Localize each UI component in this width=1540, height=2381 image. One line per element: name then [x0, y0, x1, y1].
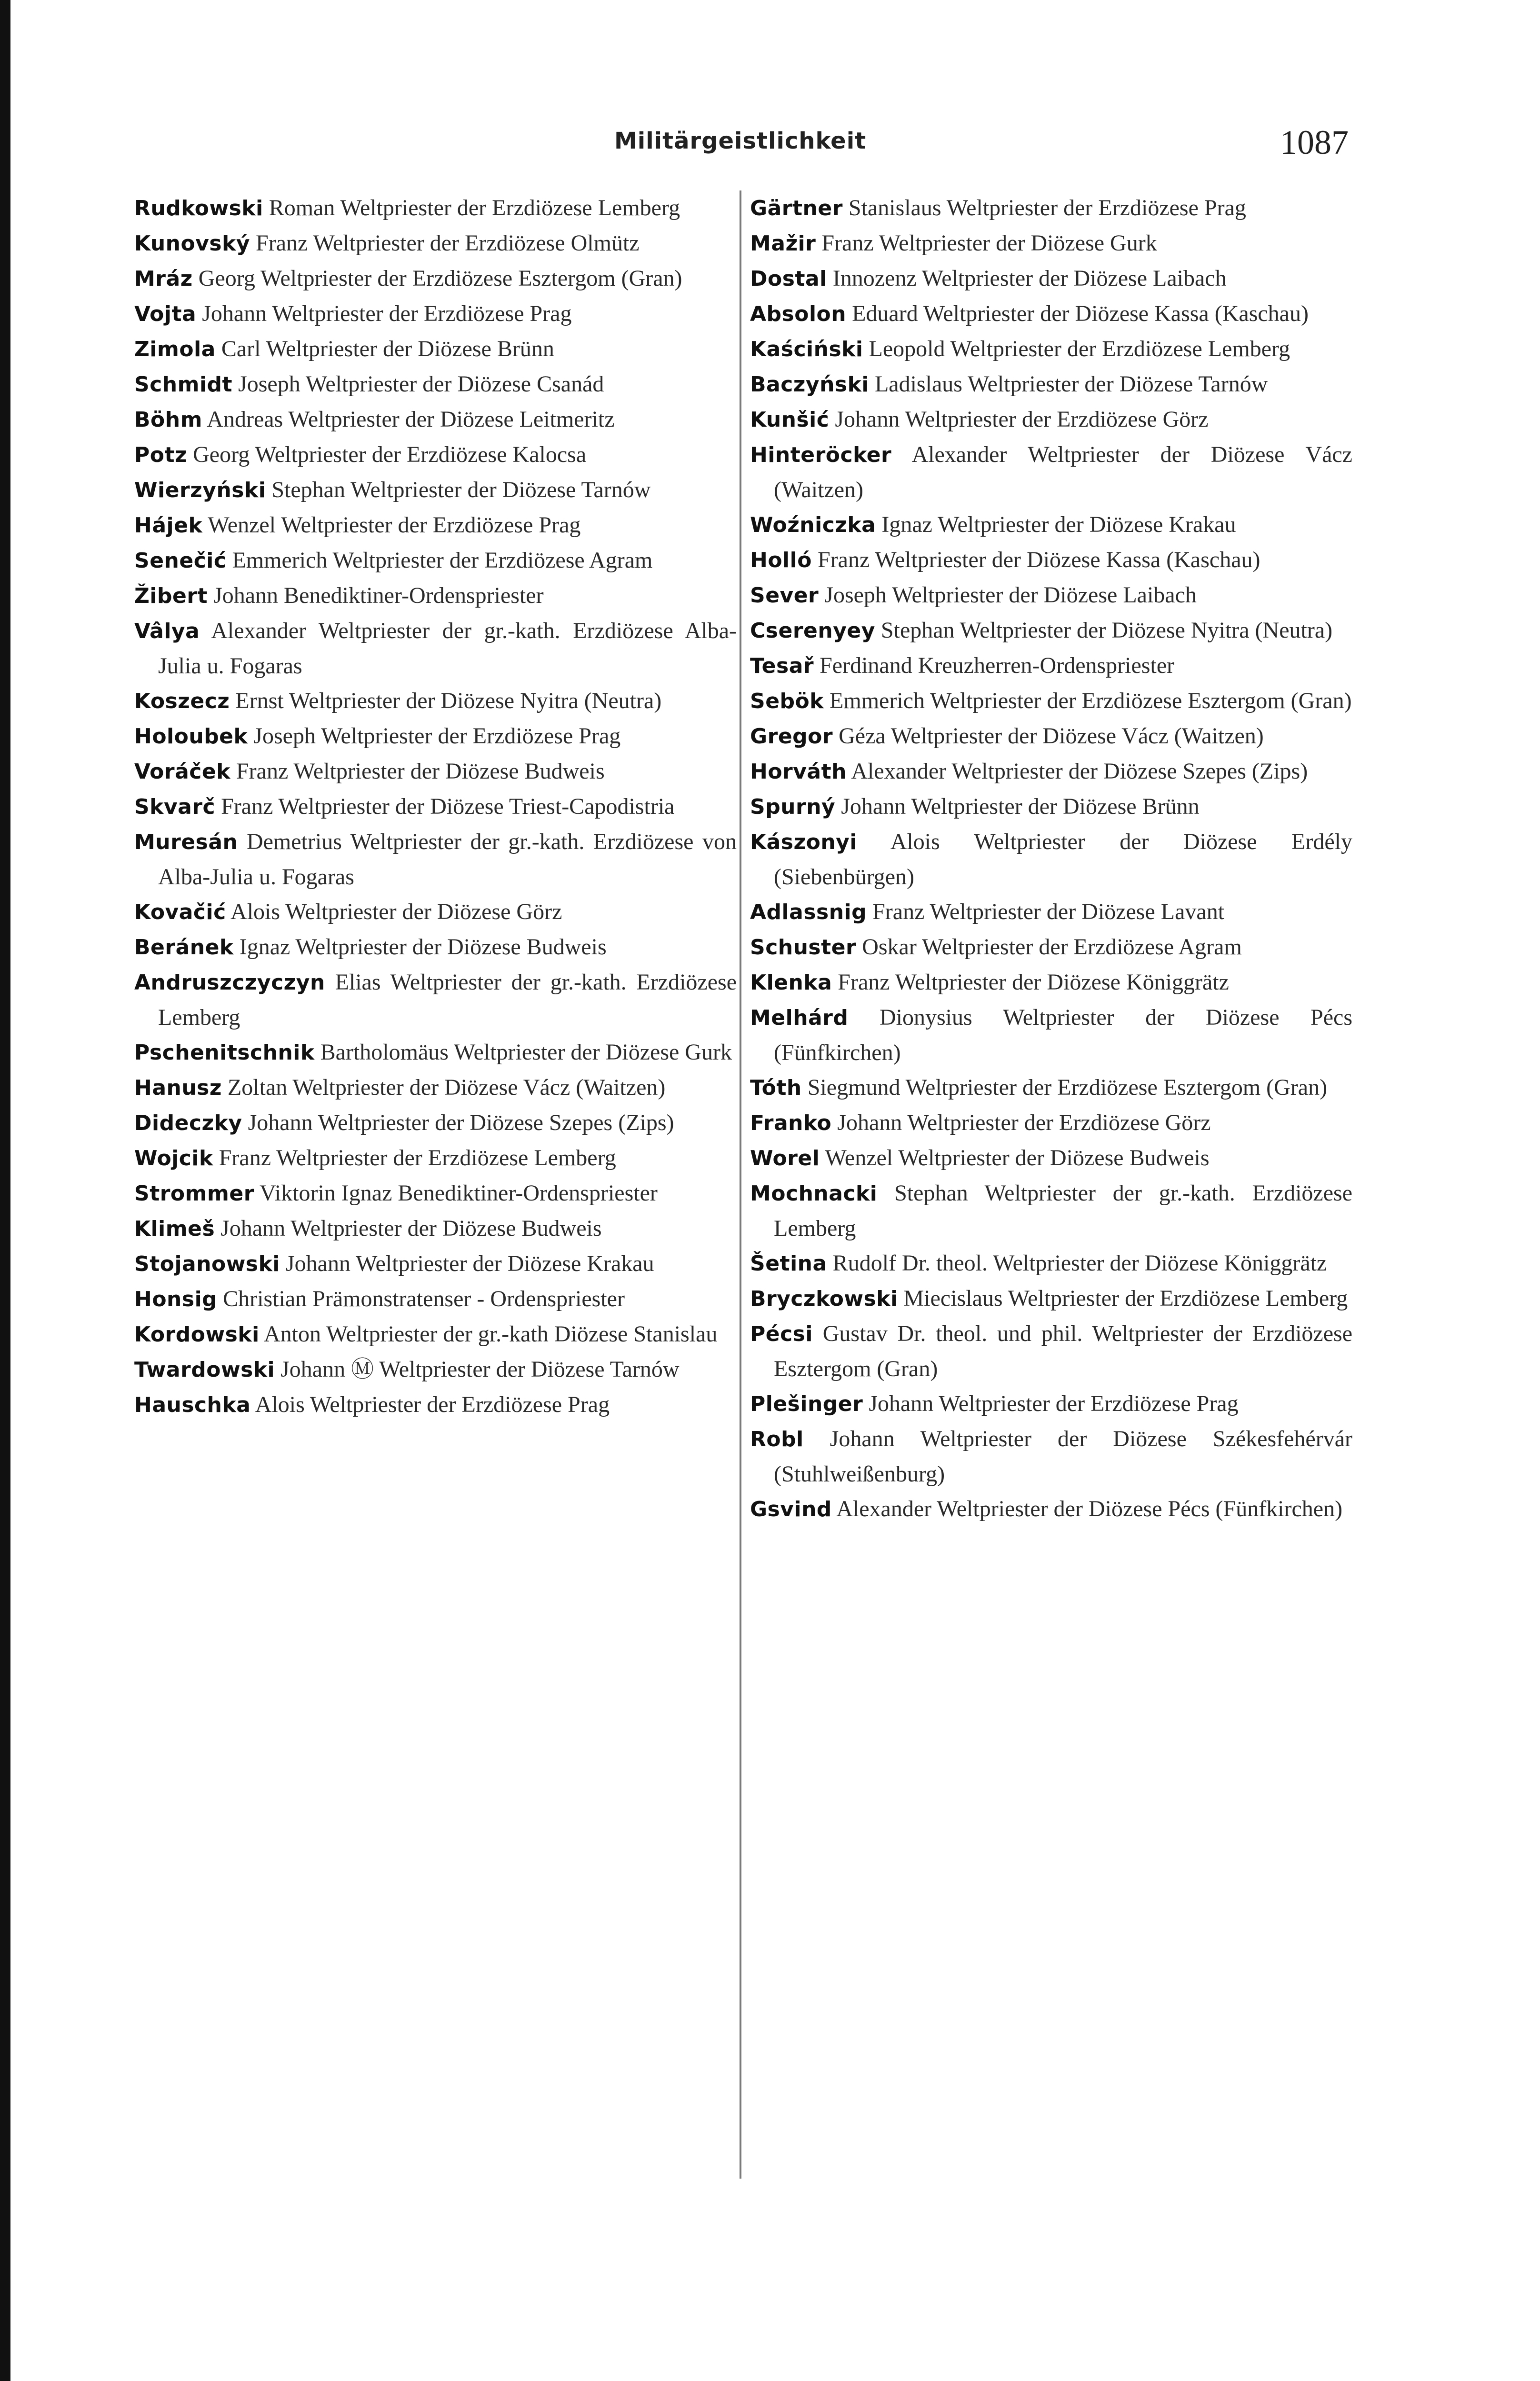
- entry-details: Franz Weltpriester der Erzdiözese Lemberg: [219, 1145, 616, 1170]
- entry-details: Andreas Weltpriester der Diözese Leitmeritz: [207, 407, 615, 432]
- entry-details: Johann Ⓜ Weltpriester der Diözese Tarnów: [280, 1357, 680, 1382]
- entry-details: Géza Weltpriester der Diözese Vácz (Waitzen): [839, 723, 1264, 749]
- entry-surname: Dideczky: [134, 1111, 242, 1135]
- entry-surname: Strommer: [134, 1181, 254, 1206]
- register-entry: [750, 930, 1352, 965]
- entry-details: Innozenz Weltpriester der Diözese Laibach: [832, 266, 1227, 291]
- register-entry: [134, 754, 737, 789]
- entry-surname: Absolon: [750, 302, 847, 326]
- entry-surname: Sever: [750, 583, 819, 608]
- entry-details: Johann Weltpriester der Erzdiözese Görz: [835, 407, 1209, 432]
- register-entry: [750, 261, 1352, 296]
- entry-surname: Honsig: [134, 1287, 218, 1311]
- entry-details: Joseph Weltpriester der Erzdiözese Prag: [253, 723, 621, 749]
- entry-details: Franz Weltpriester der Diözese Triest-Capodistria: [221, 794, 675, 819]
- entry-details: Johann Weltpriester der Erzdiözese Görz: [837, 1110, 1211, 1135]
- register-entry: [750, 1140, 1352, 1176]
- register-entry: [134, 1105, 737, 1140]
- entry-surname: Voráček: [134, 760, 230, 784]
- entry-details: Alois Weltpriester der Erzdiözese Prag: [255, 1392, 610, 1417]
- register-entry: [134, 1211, 737, 1246]
- entry-surname: Stojanowski: [134, 1252, 280, 1276]
- entry-details: Alexander Weltpriester der Diözese Pécs (Fünfkirchen): [836, 1496, 1343, 1521]
- entry-details: Stanislaus Weltpriester der Erzdiözese Prag: [848, 195, 1246, 220]
- entry-details: Georg Weltpriester der Erzdiözese Kalocsa: [193, 442, 587, 467]
- register-entry: [750, 437, 1352, 507]
- entry-details: Johann Weltpriester der Diözese Krakau: [285, 1251, 654, 1276]
- entry-surname: Holoubek: [134, 724, 248, 749]
- entry-details: Johann Weltpriester der Diözese Szepes (Zips): [248, 1110, 674, 1135]
- register-entry: [134, 824, 737, 894]
- entry-surname: Bryczkowski: [750, 1287, 898, 1311]
- entry-details: Alexander Weltpriester der gr.-kath. Erzdiözese Alba-Julia u. Fogaras: [158, 618, 737, 679]
- entry-details: Wenzel Weltpriester der Diözese Budweis: [825, 1145, 1210, 1170]
- entry-details: Anton Weltpriester der gr.-kath Diözese Stanislau: [264, 1321, 718, 1347]
- entry-details: Ladislaus Weltpriester der Diözese Tarnów: [874, 371, 1268, 397]
- register-entry: [134, 894, 737, 930]
- scan-edge: [0, 0, 10, 2381]
- entry-surname: Wojcik: [134, 1146, 213, 1170]
- entry-surname: Twardowski: [134, 1358, 275, 1382]
- register-entry: [750, 542, 1352, 578]
- entry-surname: Hájek: [134, 513, 203, 538]
- register-entry: [750, 402, 1352, 437]
- register-entry: [134, 190, 737, 226]
- register-entry: [750, 1176, 1352, 1246]
- entry-surname: Franko: [750, 1111, 832, 1135]
- register-entry: [134, 1352, 737, 1387]
- entry-details: Johann Weltpriester der Diözese Budweis: [220, 1216, 602, 1241]
- register-entry: [750, 1421, 1352, 1491]
- entry-surname: Mažir: [750, 231, 816, 256]
- entry-details: Emmerich Weltpriester der Erzdiözese Esztergom (Gran): [830, 688, 1352, 713]
- entry-surname: Potz: [134, 443, 188, 467]
- register-entry: [134, 1176, 737, 1211]
- entry-surname: Beránek: [134, 935, 234, 960]
- entry-surname: Schmidt: [134, 372, 233, 397]
- entry-surname: Worel: [750, 1146, 820, 1170]
- entry-surname: Žibert: [134, 584, 208, 608]
- entry-details: Stephan Weltpriester der gr.-kath. Erzdiözese Lemberg: [774, 1180, 1353, 1241]
- entry-surname: Kunšić: [750, 408, 830, 432]
- register-entry: [750, 894, 1352, 930]
- entry-details: Demetrius Weltpriester der gr.-kath. Erzdiözese von Alba-Julia u. Fogaras: [158, 829, 737, 890]
- register-entry: [750, 331, 1352, 367]
- register-entry: [134, 437, 737, 472]
- register-entry: [750, 578, 1352, 613]
- entry-surname: Šetina: [750, 1251, 827, 1276]
- entry-details: Alois Weltpriester der Diözese Görz: [230, 899, 562, 924]
- entry-details: Joseph Weltpriester der Diözese Laibach: [824, 582, 1197, 608]
- entry-surname: Muresán: [134, 830, 238, 854]
- register-entry: [134, 367, 737, 402]
- entry-surname: Baczyński: [750, 372, 869, 397]
- register-entry: [750, 1246, 1352, 1281]
- entry-surname: Klenka: [750, 970, 832, 995]
- entry-details: Johann Weltpriester der Diözese Brünn: [841, 794, 1200, 819]
- register-entry: [750, 1105, 1352, 1140]
- entry-surname: Hinteröcker: [750, 443, 892, 467]
- entry-details: Bartholomäus Weltpriester der Diözese Gurk: [320, 1040, 732, 1065]
- entry-details: Gustav Dr. theol. und phil. Weltpriester der Erzdiözese Esztergom (Gran): [774, 1321, 1352, 1381]
- entry-surname: Pécsi: [750, 1322, 813, 1346]
- register-entry: [134, 296, 737, 331]
- register-entry: [750, 1316, 1352, 1386]
- entry-details: Franz Weltpriester der Diözese Kassa (Kaschau): [817, 547, 1260, 572]
- register-entry: [134, 261, 737, 296]
- entry-surname: Tóth: [750, 1076, 802, 1100]
- register-entry: [750, 226, 1352, 261]
- register-entry: [134, 1070, 737, 1105]
- entry-details: Alois Weltpriester der Diözese Erdély (Siebenbürgen): [774, 829, 1353, 890]
- register-entry: [134, 613, 737, 683]
- register-entry: [750, 1386, 1352, 1421]
- entry-details: Franz Weltpriester der Erzdiözese Olmütz: [256, 230, 640, 256]
- register-entry: [134, 719, 737, 754]
- entry-surname: Zimola: [134, 337, 216, 361]
- entry-details: Rudolf Dr. theol. Weltpriester der Diözese Königgrätz: [832, 1251, 1327, 1276]
- entry-details: Miecislaus Weltpriester der Erzdiözese Lemberg: [903, 1286, 1348, 1311]
- entry-details: Franz Weltpriester der Diözese Königgrätz: [838, 970, 1229, 995]
- entry-details: Alexander Weltpriester der Diözese Szepes (Zips): [851, 759, 1308, 784]
- entry-surname: Robl: [750, 1427, 804, 1451]
- page-number: 1087: [1280, 123, 1349, 161]
- entry-details: Eduard Weltpriester der Diözese Kassa (Kaschau): [852, 301, 1309, 326]
- entry-details: Oskar Weltpriester der Erzdiözese Agram: [862, 934, 1242, 960]
- entry-surname: Plešinger: [750, 1392, 863, 1416]
- entry-details: Viktorin Ignaz Benediktiner-Ordenspriester: [260, 1180, 658, 1206]
- entry-surname: Gsvind: [750, 1497, 832, 1521]
- entry-surname: Klimeš: [134, 1217, 215, 1241]
- entry-surname: Adlassnig: [750, 900, 867, 924]
- entry-details: Christian Prämonstratenser - Ordenspriester: [223, 1286, 625, 1311]
- entry-details: Ferdinand Kreuzherren-Ordenspriester: [820, 653, 1175, 678]
- entry-details: Leopold Weltpriester der Erzdiözese Lemberg: [869, 336, 1290, 361]
- entry-details: Siegmund Weltpriester der Erzdiözese Esztergom (Gran): [807, 1075, 1328, 1100]
- entry-surname: Sebök: [750, 689, 824, 713]
- entry-surname: Mráz: [134, 267, 193, 291]
- register-entry: [134, 578, 737, 613]
- register-entry: [750, 296, 1352, 331]
- entry-surname: Andruszczyczyn: [134, 970, 325, 995]
- entry-details: Ignaz Weltpriester der Diözese Krakau: [881, 512, 1236, 537]
- entry-details: Alexander Weltpriester der Diözese Vácz (Waitzen): [774, 442, 1352, 502]
- entry-details: Joseph Weltpriester der Diözese Csanád: [238, 371, 604, 397]
- entry-surname: Kovačić: [134, 900, 226, 924]
- entry-details: Ignaz Weltpriester der Diözese Budweis: [239, 934, 607, 960]
- entry-surname: Schuster: [750, 935, 857, 960]
- register-entry: [750, 754, 1352, 789]
- register-entry: [750, 613, 1352, 648]
- entry-details: Johann Benediktiner-Ordenspriester: [213, 583, 544, 608]
- entry-surname: Melhárd: [750, 1006, 849, 1030]
- register-entry: [750, 367, 1352, 402]
- entry-surname: Horváth: [750, 760, 847, 784]
- register-entry: [134, 1317, 737, 1352]
- entry-surname: Dostal: [750, 267, 827, 291]
- running-title: Militärgeistlichkeit: [614, 128, 867, 154]
- register-entry: [134, 965, 737, 1035]
- register-entry: [134, 1035, 737, 1070]
- entry-surname: Kunovský: [134, 231, 250, 256]
- entry-surname: Kordowski: [134, 1322, 260, 1347]
- entry-surname: Cserenyey: [750, 619, 875, 643]
- entry-surname: Wierzyński: [134, 478, 266, 502]
- entry-details: Wenzel Weltpriester der Erzdiözese Prag: [208, 512, 581, 538]
- entry-surname: Hanusz: [134, 1076, 222, 1100]
- entry-surname: Holló: [750, 548, 812, 572]
- entry-details: Ernst Weltpriester der Diözese Nyitra (Neutra): [235, 688, 662, 713]
- register-entry: [134, 1281, 737, 1317]
- entry-surname: Gregor: [750, 724, 833, 749]
- register-entry: [134, 402, 737, 437]
- entry-surname: Spurný: [750, 795, 836, 819]
- register-entry: [750, 1281, 1352, 1316]
- entry-details: Emmerich Weltpriester der Erzdiözese Agram: [232, 548, 653, 573]
- entry-details: Carl Weltpriester der Diözese Brünn: [221, 336, 554, 361]
- entry-details: Franz Weltpriester der Diözese Budweis: [236, 759, 605, 784]
- entry-surname: Mochnacki: [750, 1181, 878, 1206]
- entry-surname: Woźniczka: [750, 513, 876, 537]
- entry-surname: Gärtner: [750, 196, 843, 220]
- register-entry: [134, 930, 737, 965]
- entry-surname: Vâlya: [134, 619, 200, 643]
- entry-details: Zoltan Weltpriester der Diözese Vácz (Waitzen): [227, 1075, 666, 1100]
- register-entry: [750, 789, 1352, 824]
- entry-surname: Hauschka: [134, 1393, 251, 1417]
- left-column: [134, 190, 737, 1422]
- entry-surname: Senečić: [134, 549, 227, 573]
- register-entry: [750, 648, 1352, 683]
- register-entry: [134, 683, 737, 719]
- entry-surname: Pschenitschnik: [134, 1040, 315, 1065]
- register-entry: [750, 1491, 1352, 1527]
- entry-surname: Kaściński: [750, 337, 863, 361]
- register-entry: [134, 1246, 737, 1281]
- entry-details: Stephan Weltpriester der Diözese Tarnów: [271, 477, 651, 502]
- register-entry: [750, 507, 1352, 542]
- register-entry: [134, 1140, 737, 1176]
- register-entry: [750, 824, 1352, 894]
- entry-details: Johann Weltpriester der Diözese Székesfehérvár (Stuhlweißenburg): [774, 1426, 1353, 1487]
- entry-details: Franz Weltpriester der Diözese Gurk: [821, 230, 1157, 256]
- entry-details: Franz Weltpriester der Diözese Lavant: [872, 899, 1225, 924]
- right-column: [750, 190, 1352, 1527]
- entry-surname: Skvarč: [134, 795, 216, 819]
- register-entry: [134, 472, 737, 508]
- entry-surname: Tesař: [750, 654, 814, 678]
- entry-details: Dionysius Weltpriester der Diözese Pécs (Fünfkirchen): [774, 1005, 1353, 1065]
- register-entry: [134, 226, 737, 261]
- entry-details: Stephan Weltpriester der Diözese Nyitra (Neutra): [880, 618, 1333, 643]
- register-entry: [750, 683, 1352, 719]
- entry-surname: Koszecz: [134, 689, 230, 713]
- register-entry: [750, 1070, 1352, 1105]
- register-entry: [750, 965, 1352, 1000]
- entry-details: Johann Weltpriester der Erzdiözese Prag: [202, 301, 572, 326]
- entry-surname: Kászonyi: [750, 830, 857, 854]
- register-entry: [134, 508, 737, 543]
- register-entry: [134, 1387, 737, 1422]
- entry-surname: Böhm: [134, 408, 202, 432]
- entry-surname: Vojta: [134, 302, 197, 326]
- register-entry: [134, 331, 737, 367]
- register-entry: [134, 543, 737, 578]
- entry-details: Johann Weltpriester der Erzdiözese Prag: [869, 1391, 1239, 1416]
- entry-details: Roman Weltpriester der Erzdiözese Lemberg: [269, 195, 680, 220]
- register-entry: [750, 719, 1352, 754]
- column-divider: [740, 190, 741, 2179]
- register-entry: [750, 1000, 1352, 1070]
- entry-details: Elias Weltpriester der gr.-kath. Erzdiözese Lemberg: [158, 970, 737, 1030]
- entry-details: Georg Weltpriester der Erzdiözese Esztergom (Gran): [198, 266, 682, 291]
- register-entry: [750, 190, 1352, 226]
- register-entry: [134, 789, 737, 824]
- entry-surname: Rudkowski: [134, 196, 263, 220]
